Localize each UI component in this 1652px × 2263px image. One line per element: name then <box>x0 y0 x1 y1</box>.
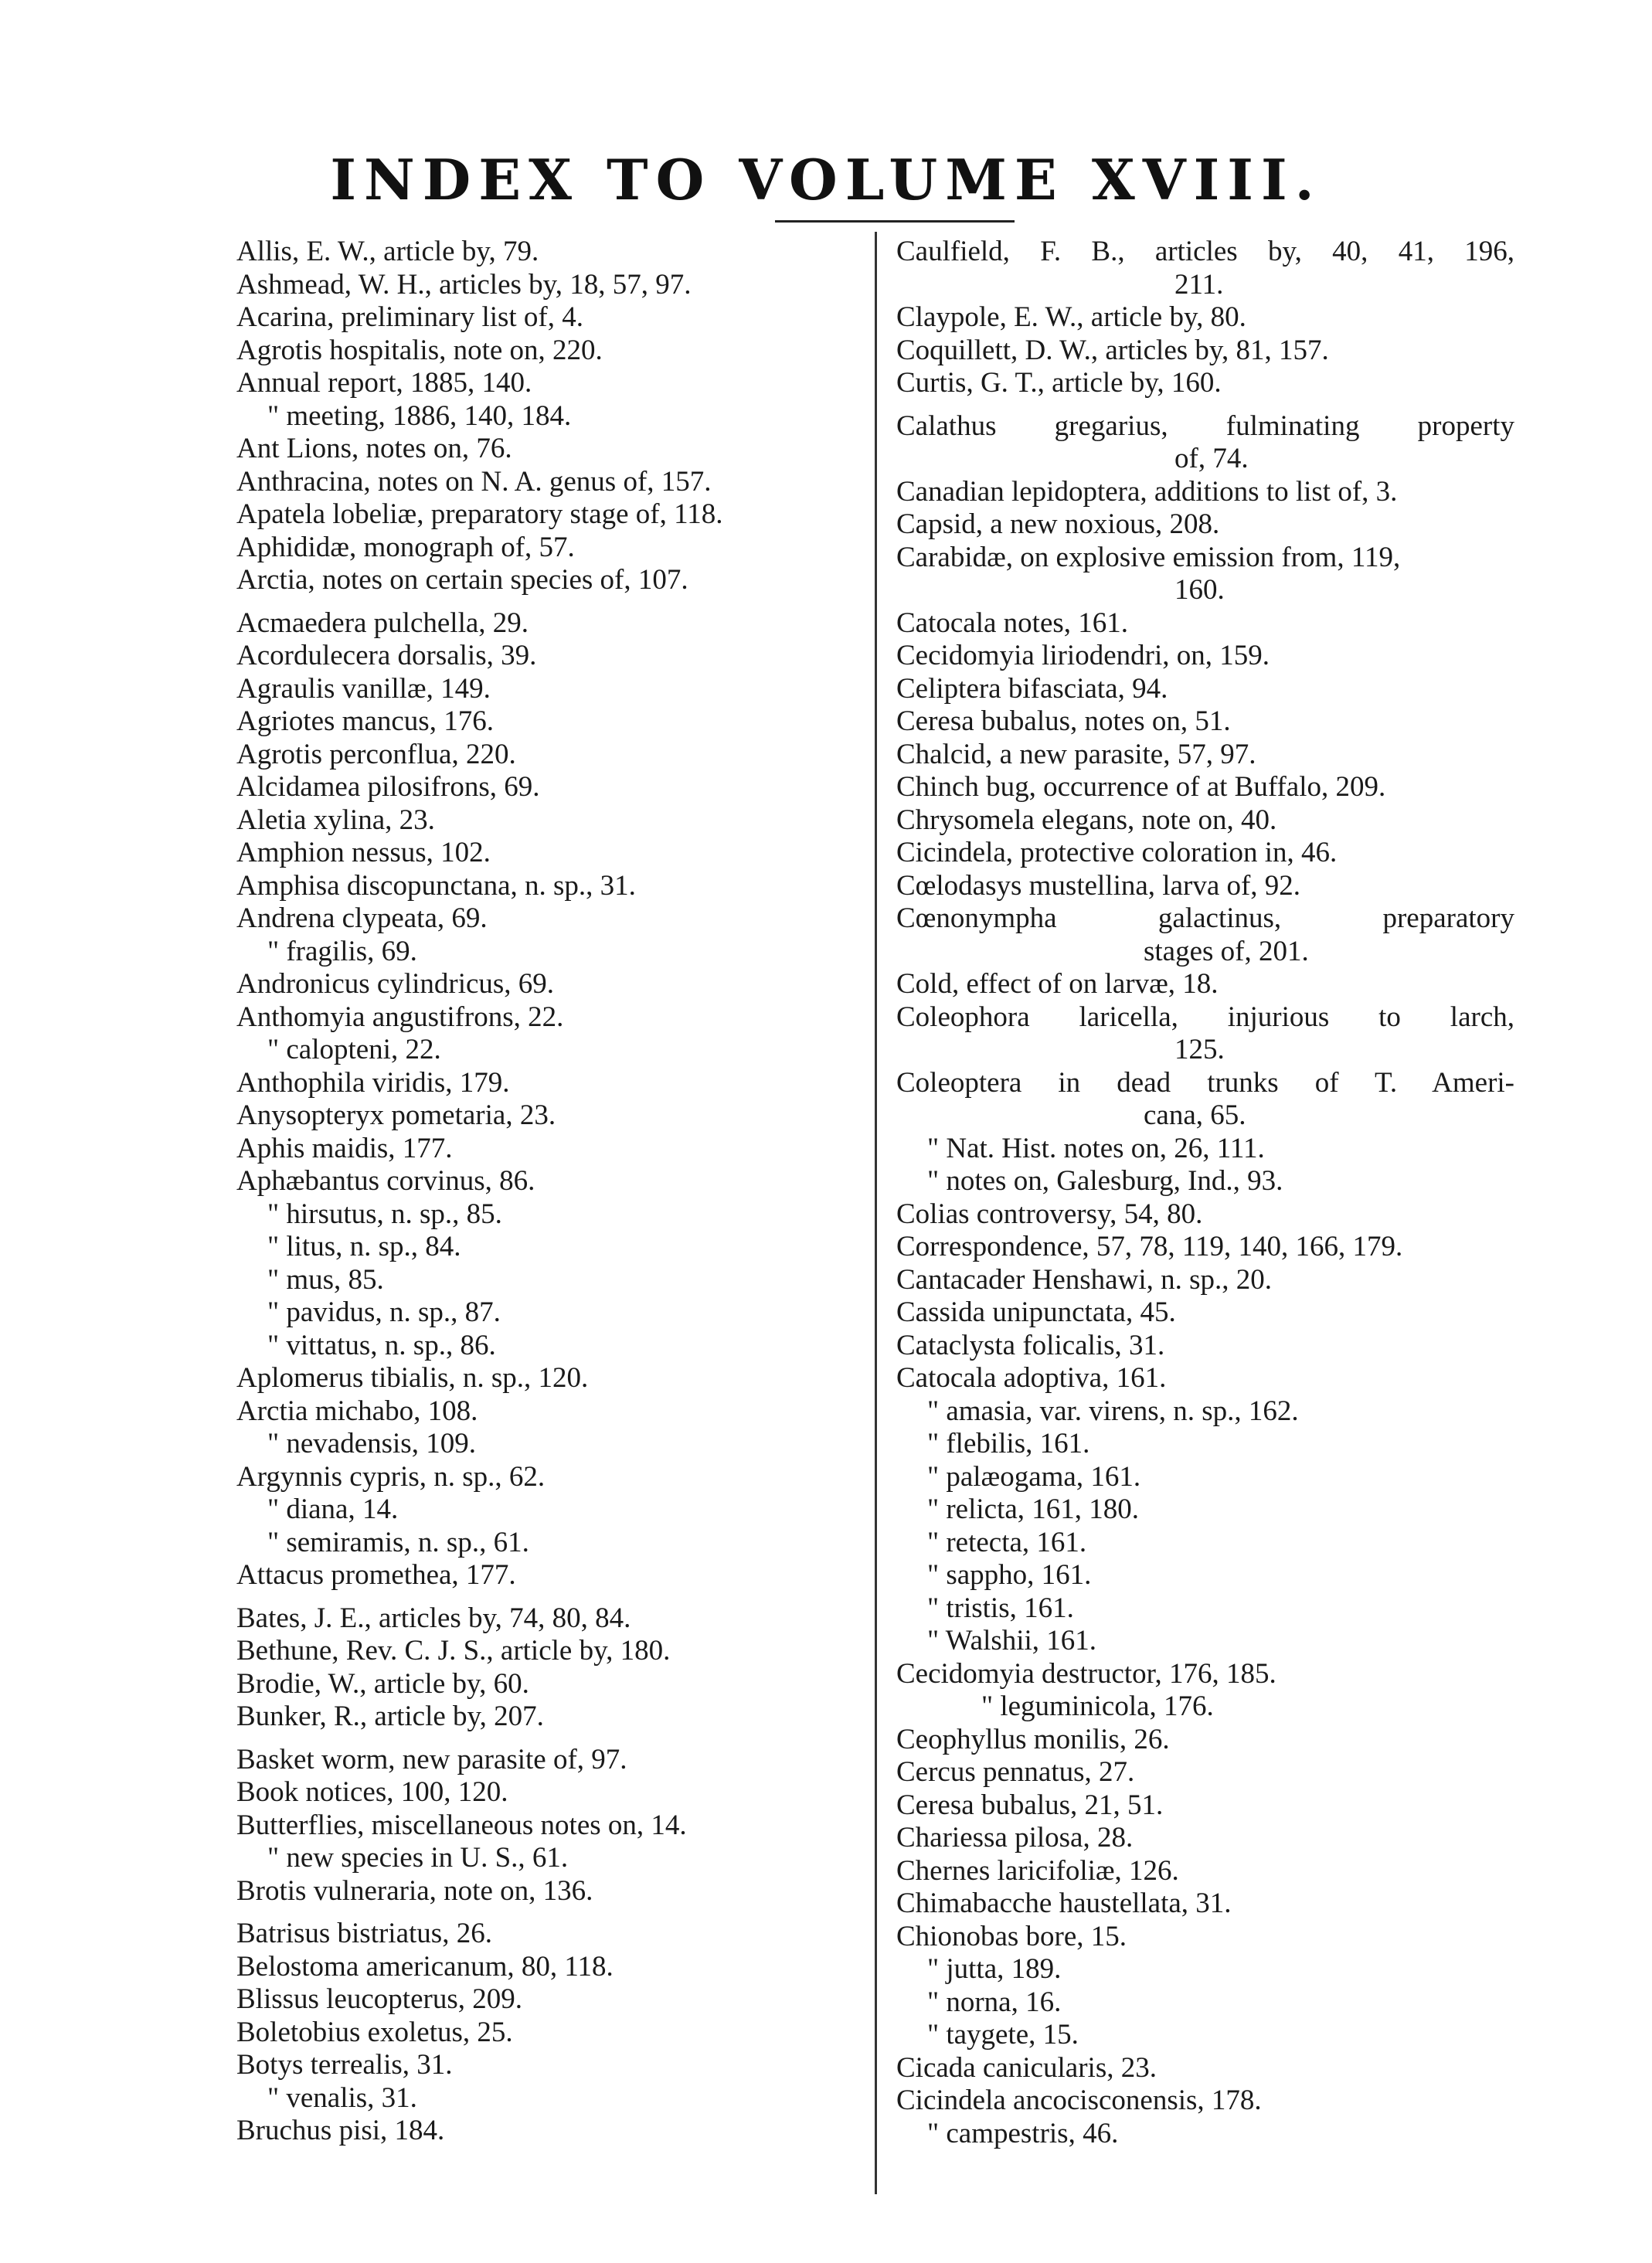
index-entry: stages of, 201. <box>1144 935 1309 967</box>
index-entry: Aletia xylina, 23. <box>236 804 435 836</box>
index-entry: Cantacader Henshawi, n. sp., 20. <box>896 1263 1273 1296</box>
index-entry: Coleoptera in dead trunks of T. Ameri- <box>896 1066 1514 1099</box>
index-entry: Bunker, R., article by, 207. <box>236 1701 544 1732</box>
index-entry: " meeting, 1886, 140, 184. <box>267 399 572 432</box>
index-entry: " leguminicola, 176. <box>981 1690 1214 1722</box>
index-entry: " relicta, 161, 180. <box>927 1493 1140 1525</box>
index-entry: Apatela lobeliæ, preparatory stage of, 118. <box>236 498 723 530</box>
index-entry: Acordulecera dorsalis, 39. <box>236 640 537 671</box>
index-entry: Blissus leucopterus, 209. <box>236 1983 522 2015</box>
index-entry: " litus, n. sp., 84. <box>267 1231 461 1262</box>
index-entry: " diana, 14. <box>267 1493 399 1525</box>
index-entry: Butterflies, miscellaneous notes on, 14. <box>236 1809 687 1841</box>
index-entry: Andrena clypeata, 69. <box>236 902 488 934</box>
index-entry: Aplomerus tibialis, n. sp., 120. <box>236 1362 589 1394</box>
index-entry: " Walshii, 161. <box>927 1625 1097 1656</box>
index-entry: " campestris, 46. <box>927 2117 1119 2149</box>
index-entry: Capsid, a new noxious, 208. <box>896 508 1220 540</box>
index-entry: Belostoma americanum, 80, 118. <box>236 1950 614 1983</box>
index-entry: Canadian lepidoptera, additions to list of, 3. <box>896 475 1398 508</box>
index-entry: Cœlodasys mustellina, larva of, 92. <box>896 869 1301 902</box>
page-title: INDEX TO VOLUME XVIII. <box>330 147 1322 212</box>
index-entry: Arctia michabo, 108. <box>236 1395 478 1427</box>
index-entry: Anthracina, notes on N. A. genus of, 157. <box>236 465 712 498</box>
index-entry: Attacus promethea, 177. <box>236 1559 516 1591</box>
index-entry: " hirsutus, n. sp., 85. <box>267 1198 502 1230</box>
index-entry: cana, 65. <box>1144 1099 1246 1131</box>
column-divider <box>875 232 877 2194</box>
index-entry: Arctia, notes on certain species of, 107. <box>236 564 688 596</box>
index-entry: Cataclysta folicalis, 31. <box>896 1329 1165 1361</box>
index-entry: Colias controversy, 54, 80. <box>896 1198 1203 1230</box>
index-entry: Annual report, 1885, 140. <box>236 367 532 399</box>
index-entry: " norna, 16. <box>927 1986 1062 2018</box>
index-entry: Chariessa pilosa, 28. <box>896 1822 1134 1854</box>
index-entry: " fragilis, 69. <box>267 935 417 967</box>
index-entry: Bruchus pisi, 184. <box>236 2115 445 2146</box>
index-entry: Amphisa discopunctana, n. sp., 31. <box>236 869 636 902</box>
index-entry: Carabidæ, on explosive emission from, 119, <box>896 541 1401 573</box>
index-entry: Anthomyia angustifrons, 22. <box>236 1001 564 1033</box>
index-entry: Acmaedera pulchella, 29. <box>236 607 529 639</box>
index-entry: Basket worm, new parasite of, 97. <box>236 1743 627 1775</box>
index-entry: Agriotes mancus, 176. <box>236 705 494 737</box>
index-entry: Chimabacche haustellata, 31. <box>896 1888 1232 1919</box>
index-entry: Anysopteryx pometaria, 23. <box>236 1099 556 1131</box>
index-entry: Ceresa bubalus, 21, 51. <box>896 1789 1164 1821</box>
index-entry: " calopteni, 22. <box>267 1034 441 1065</box>
index-entry: 160. <box>1174 574 1225 606</box>
index-entry: Ant Lions, notes on, 76. <box>236 433 512 464</box>
index-entry: Bethune, Rev. C. J. S., article by, 180. <box>236 1635 671 1667</box>
index-entry: Amphion nessus, 102. <box>236 837 491 868</box>
index-entry: Catocala notes, 161. <box>896 607 1129 639</box>
index-entry: Cicada canicularis, 23. <box>896 2051 1157 2084</box>
index-entry: Catocala adoptiva, 161. <box>896 1362 1167 1394</box>
index-column-left <box>236 236 862 2148</box>
index-entry: Curtis, G. T., article by, 160. <box>896 367 1222 399</box>
index-entry: Coleophora laricella, injurious to larch, <box>896 1001 1514 1033</box>
index-entry: Calathus gregarius, fulminating property <box>896 409 1514 442</box>
index-entry: Botys terrealis, 31. <box>236 2049 453 2081</box>
index-entry: " Nat. Hist. notes on, 26, 111. <box>927 1132 1265 1164</box>
index-entry: Agrotis perconflua, 220. <box>236 738 516 770</box>
index-entry: Chionobas bore, 15. <box>896 1920 1127 1952</box>
index-entry: Boletobius exoletus, 25. <box>236 2016 513 2048</box>
index-entry: Cold, effect of on larvæ, 18. <box>896 968 1219 1000</box>
index-entry: Coquillett, D. W., articles by, 81, 157. <box>896 334 1329 366</box>
index-entry: Argynnis cypris, n. sp., 62. <box>236 1460 546 1493</box>
index-entry: Cecidomyia destructor, 176, 185. <box>896 1657 1276 1690</box>
index-entry: Ceophyllus monilis, 26. <box>896 1723 1170 1755</box>
index-entry: Brodie, W., article by, 60. <box>236 1667 529 1700</box>
index-entry: " vittatus, n. sp., 86. <box>267 1329 496 1361</box>
index-entry: " mus, 85. <box>267 1263 384 1296</box>
index-entry: " semiramis, n. sp., 61. <box>267 1526 529 1558</box>
index-entry: Cassida unipunctata, 45. <box>896 1296 1176 1328</box>
index-entry: Alcidamea pilosifrons, 69. <box>236 771 540 803</box>
index-entry: Cercus pennatus, 27. <box>896 1756 1135 1788</box>
index-entry: of, 74. <box>1174 443 1249 474</box>
index-entry: " venalis, 31. <box>267 2081 417 2114</box>
index-entry: 211. <box>1174 268 1224 301</box>
index-entry: Batrisus bistriatus, 26. <box>236 1918 492 1949</box>
index-entry: " pavidus, n. sp., 87. <box>267 1296 501 1328</box>
index-entry: " notes on, Galesburg, Ind., 93. <box>927 1165 1283 1197</box>
index-entry: Acarina, preliminary list of, 4. <box>236 301 584 333</box>
index-entry: " palæogama, 161. <box>927 1460 1141 1493</box>
index-entry: Cecidomyia liriodendri, on, 159. <box>896 640 1270 671</box>
index-entry: " flebilis, 161. <box>927 1428 1090 1459</box>
index-entry: Chalcid, a new parasite, 57, 97. <box>896 738 1256 770</box>
index-entry: " amasia, var. virens, n. sp., 162. <box>927 1395 1299 1427</box>
index-entry: Agrotis hospitalis, note on, 220. <box>236 334 603 366</box>
index-entry: 125. <box>1174 1034 1225 1065</box>
index-entry: Ashmead, W. H., articles by, 18, 57, 97. <box>236 268 692 301</box>
index-entry: Agraulis vanillæ, 149. <box>236 672 491 705</box>
index-entry: Chernes laricifoliæ, 126. <box>896 1854 1179 1887</box>
index-entry: " sappho, 161. <box>927 1559 1092 1591</box>
index-entry: Cœnonympha galactinus, preparatory <box>896 902 1514 934</box>
index-entry: Cicindela ancocisconensis, 178. <box>896 2085 1262 2116</box>
index-entry: Correspondence, 57, 78, 119, 140, 166, 179. <box>896 1231 1403 1262</box>
index-entry: Chrysomela elegans, note on, 40. <box>896 804 1277 836</box>
index-entry: " taygete, 15. <box>927 2019 1079 2051</box>
index-entry: " nevadensis, 109. <box>267 1428 476 1459</box>
index-entry: Book notices, 100, 120. <box>236 1776 508 1808</box>
index-entry: Cicindela, protective coloration in, 46. <box>896 837 1338 868</box>
index-column-right <box>896 236 1514 2150</box>
index-entry: Anthophila viridis, 179. <box>236 1066 510 1099</box>
index-entry: Celiptera bifasciata, 94. <box>896 672 1168 705</box>
index-entry: Chinch bug, occurrence of at Buffalo, 209. <box>896 771 1386 803</box>
title-underline <box>775 220 1015 223</box>
index-entry: " retecta, 161. <box>927 1526 1087 1558</box>
index-entry: " jutta, 189. <box>927 1953 1062 1985</box>
index-entry: " new species in U. S., 61. <box>267 1842 569 1874</box>
index-entry: Ceresa bubalus, notes on, 51. <box>896 705 1231 737</box>
index-entry: Caulfield, F. B., articles by, 40, 41, 196, <box>896 236 1514 267</box>
index-entry: Andronicus cylindricus, 69. <box>236 968 555 1000</box>
index-entry: Allis, E. W., article by, 79. <box>236 236 539 267</box>
index-entry: Claypole, E. W., article by, 80. <box>896 301 1246 333</box>
index-entry: " tristis, 161. <box>927 1592 1074 1624</box>
index-entry: Aphæbantus corvinus, 86. <box>236 1165 535 1197</box>
index-entry: Brotis vulneraria, note on, 136. <box>236 1874 593 1907</box>
index-entry: Aphididæ, monograph of, 57. <box>236 531 575 563</box>
index-entry: Aphis maidis, 177. <box>236 1132 453 1164</box>
index-entry: Bates, J. E., articles by, 74, 80, 84. <box>236 1602 631 1634</box>
